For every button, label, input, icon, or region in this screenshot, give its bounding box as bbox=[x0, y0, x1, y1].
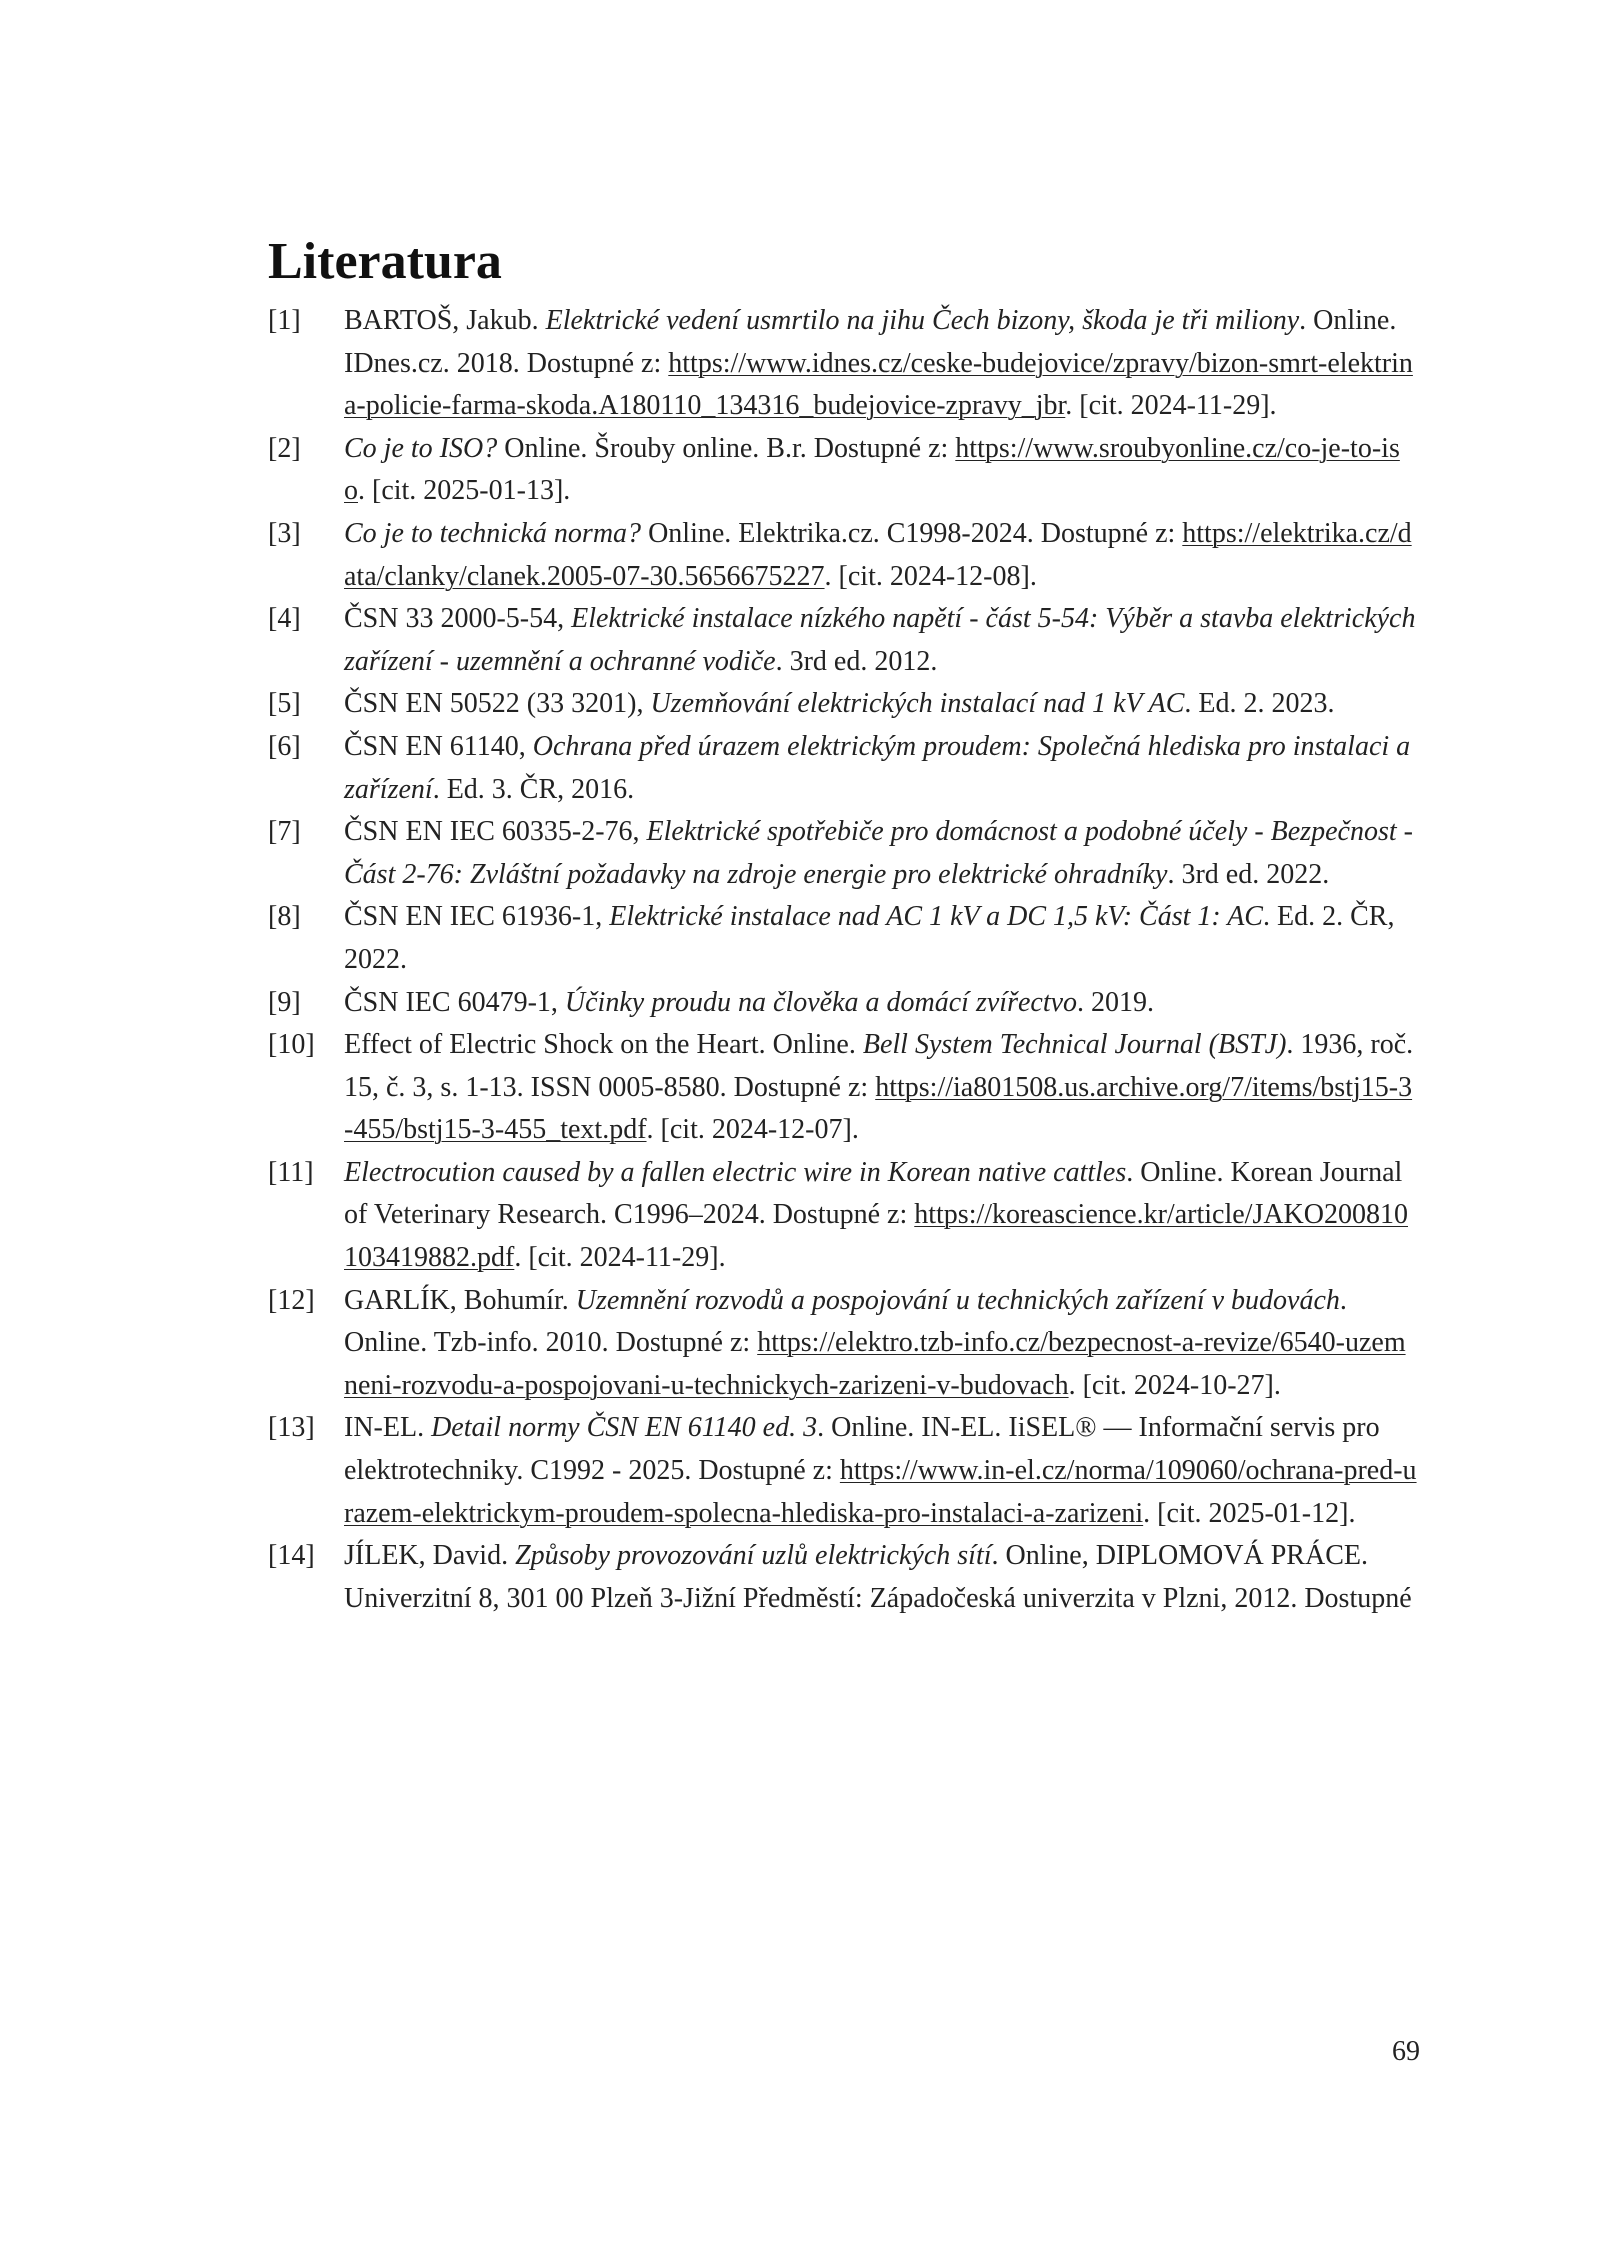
reference-text bbox=[344, 513, 1418, 598]
reference-author: BARTOŠ, Jakub. bbox=[344, 305, 546, 336]
reference-text bbox=[344, 896, 1418, 981]
reference-title: Účinky proudu na člověka a domácí zvířectvo bbox=[564, 986, 1078, 1018]
reference-title: Elektrické instalace nad AC 1 kV a DC 1,5 kV: Část 1: AC bbox=[609, 901, 1263, 933]
reference-citation-date: . [cit. 2025-01-13]. bbox=[358, 475, 571, 507]
reference-link[interactable]: https://elektro.tzb-info.cz/bezpecnost-a-revize/6540-uzemneni-rozvodu-a-pospojovani-u-technickych-zarizeni-v-budovach bbox=[344, 1327, 1406, 1401]
reference-title: Electrocution caused by a fallen electric wire in Korean native cattles bbox=[344, 1156, 1127, 1188]
reference-text bbox=[344, 1535, 1418, 1620]
reference-citation-date: . [cit. 2024-12-08]. bbox=[824, 560, 1037, 592]
reference-number: [9] bbox=[268, 986, 301, 1018]
reference-text bbox=[344, 1152, 1418, 1280]
reference-details: . 1936, roč. 15, č. 3, s. 1-13. ISSN 0005-8580. Dostupné z: bbox=[344, 1029, 1414, 1103]
reference-citation-date: . [cit. 2025-01-12]. bbox=[1143, 1497, 1356, 1529]
reference-number: [11] bbox=[268, 1156, 314, 1188]
reference-author: IN-EL. bbox=[344, 1412, 432, 1444]
reference-number: [5] bbox=[268, 688, 301, 720]
reference-title: Co je to ISO? bbox=[344, 432, 498, 464]
reference-details: . Online. IN-EL. IiSEL® — Informační servis pro elektrotechniky. C1992 - 2025. Dostupné z: bbox=[344, 1412, 1380, 1487]
reference-citation-date: . [cit. 2024-11-29]. bbox=[1065, 390, 1277, 422]
reference-text bbox=[344, 300, 1418, 428]
reference-details: Online. Elektrika.cz. C1998-2024. Dostupné z: bbox=[641, 517, 1183, 549]
reference-item bbox=[268, 811, 1418, 896]
reference-title: Co je to technická norma? bbox=[344, 517, 642, 549]
reference-details: . Ed. 2. ČR, 2022. bbox=[344, 901, 1395, 975]
reference-item bbox=[268, 896, 1418, 981]
reference-title: Uzemňování elektrických instalací nad 1 kV AC bbox=[650, 688, 1185, 720]
reference-text bbox=[344, 726, 1418, 811]
reference-item bbox=[268, 428, 1418, 513]
reference-item bbox=[268, 513, 1418, 598]
reference-text bbox=[344, 1280, 1418, 1408]
reference-details: . 3rd ed. 2022. bbox=[1167, 858, 1330, 890]
reference-author: ČSN 33 2000-5-54, bbox=[344, 603, 572, 635]
reference-details: . 3rd ed. 2012. bbox=[775, 645, 938, 677]
reference-details: . Online. Korean Journal of Veterinary Research. C1996–2024. Dostupné z: bbox=[344, 1156, 1403, 1231]
reference-item bbox=[268, 1024, 1418, 1152]
reference-author: GARLÍK, Bohumír. bbox=[344, 1284, 576, 1316]
reference-text bbox=[344, 428, 1418, 513]
reference-list bbox=[268, 300, 1418, 1620]
reference-text bbox=[344, 598, 1418, 683]
reference-details: . Ed. 2. 2023. bbox=[1184, 688, 1335, 720]
reference-author: ČSN IEC 60479-1, bbox=[344, 986, 565, 1018]
reference-details: . Online. IDnes.cz. 2018. Dostupné z: bbox=[344, 305, 1397, 379]
reference-text bbox=[344, 683, 1418, 726]
reference-title: Elektrické vedení usmrtilo na jihu Čech bizony, škoda je tři miliony bbox=[545, 305, 1300, 336]
reference-text bbox=[344, 1407, 1418, 1535]
reference-text bbox=[344, 982, 1418, 1025]
reference-author: ČSN EN 50522 (33 3201), bbox=[344, 688, 651, 720]
reference-number: [10] bbox=[268, 1029, 315, 1061]
reference-citation-date: . [cit. 2024-12-07]. bbox=[646, 1114, 859, 1146]
reference-item bbox=[268, 683, 1418, 726]
reference-number: [6] bbox=[268, 730, 301, 762]
reference-details: . Online. Tzb-info. 2010. Dostupné z: bbox=[344, 1284, 1347, 1359]
reference-item bbox=[268, 300, 1418, 428]
reference-item bbox=[268, 598, 1418, 683]
reference-citation-date: . [cit. 2024-10-27]. bbox=[1068, 1369, 1281, 1401]
reference-link[interactable]: https://www.sroubyonline.cz/co-je-to-iso bbox=[344, 432, 1400, 507]
reference-author: ČSN EN 61140, bbox=[344, 730, 533, 762]
reference-text bbox=[344, 811, 1418, 896]
reference-title: Způsoby provozování uzlů elektrických sítí bbox=[515, 1540, 992, 1572]
reference-item bbox=[268, 1152, 1418, 1280]
reference-title: Bell System Technical Journal (BSTJ) bbox=[862, 1029, 1287, 1061]
reference-item bbox=[268, 1280, 1418, 1408]
reference-details: . Online, DIPLOMOVÁ PRÁCE. Univerzitní 8, 301 00 Plzeň 3-Jižní Předměstí: Západočeská univerzita v Plzni, 2012. Dostupné bbox=[344, 1540, 1412, 1614]
reference-number: [13] bbox=[268, 1412, 315, 1444]
reference-number: [14] bbox=[268, 1540, 315, 1572]
reference-title: Detail normy ČSN EN 61140 ed. 3 bbox=[431, 1412, 818, 1444]
reference-author: ČSN EN IEC 60335-2-76, bbox=[344, 816, 647, 848]
reference-link[interactable]: https://ia801508.us.archive.org/7/items/bstj15-3-455/bstj15-3-455_text.pdf bbox=[344, 1071, 1413, 1146]
reference-link[interactable]: https://elektrika.cz/data/clanky/clanek.2005-07-30.5656675227 bbox=[344, 517, 1412, 592]
reference-title: Uzemnění rozvodů a pospojování u technických zařízení v budovách bbox=[575, 1284, 1340, 1316]
reference-link[interactable]: https://koreascience.kr/article/JAKO200810103419882.pdf bbox=[344, 1199, 1408, 1274]
reference-item bbox=[268, 982, 1418, 1025]
reference-title: Elektrické spotřebiče pro domácnost a podobné účely - Bezpečnost - Část 2-76: Zvláštní požadavky na zdroje energie pro elektrické ohradníky bbox=[344, 816, 1413, 890]
reference-author: Effect of Electric Shock on the Heart. Online. bbox=[344, 1029, 863, 1061]
reference-number: [4] bbox=[268, 603, 301, 635]
reference-item bbox=[268, 726, 1418, 811]
reference-number: [7] bbox=[268, 816, 301, 848]
reference-text bbox=[344, 1024, 1418, 1152]
reference-link[interactable]: https://www.idnes.cz/ceske-budejovice/zpravy/bizon-smrt-elektrina-policie-farma-skoda.A180110_134316_budejovice-zpravy_jbr bbox=[344, 347, 1413, 422]
reference-details: . Ed. 3. ČR, 2016. bbox=[432, 773, 635, 805]
reference-number: [8] bbox=[268, 901, 301, 933]
reference-number: [12] bbox=[268, 1284, 315, 1316]
reference-author: ČSN EN IEC 61936-1, bbox=[344, 901, 610, 933]
reference-item bbox=[268, 1407, 1418, 1535]
reference-title: Ochrana před úrazem elektrickým proudem: Společná hlediska pro instalaci a zařízení bbox=[344, 730, 1411, 805]
reference-number: [2] bbox=[268, 432, 301, 464]
page-number: 69 bbox=[1392, 2036, 1420, 2067]
reference-number: [3] bbox=[268, 517, 301, 549]
reference-author: JÍLEK, David. bbox=[344, 1540, 516, 1572]
reference-details: . 2019. bbox=[1077, 986, 1155, 1018]
reference-citation-date: . [cit. 2024-11-29]. bbox=[514, 1242, 726, 1274]
reference-item bbox=[268, 1535, 1418, 1620]
reference-title: Elektrické instalace nízkého napětí - část 5-54: Výběr a stavba elektrických zařízení - uzemnění a ochranné vodiče bbox=[344, 603, 1416, 677]
reference-details: Online. Šrouby online. B.r. Dostupné z: bbox=[497, 432, 956, 464]
reference-number: [1] bbox=[268, 305, 301, 336]
page-title: Literatura bbox=[268, 233, 502, 290]
reference-link[interactable]: https://www.in-el.cz/norma/109060/ochrana-pred-urazem-elektrickym-proudem-spolecna-hlediska-pro-instalaci-a-zarizeni bbox=[344, 1455, 1417, 1529]
